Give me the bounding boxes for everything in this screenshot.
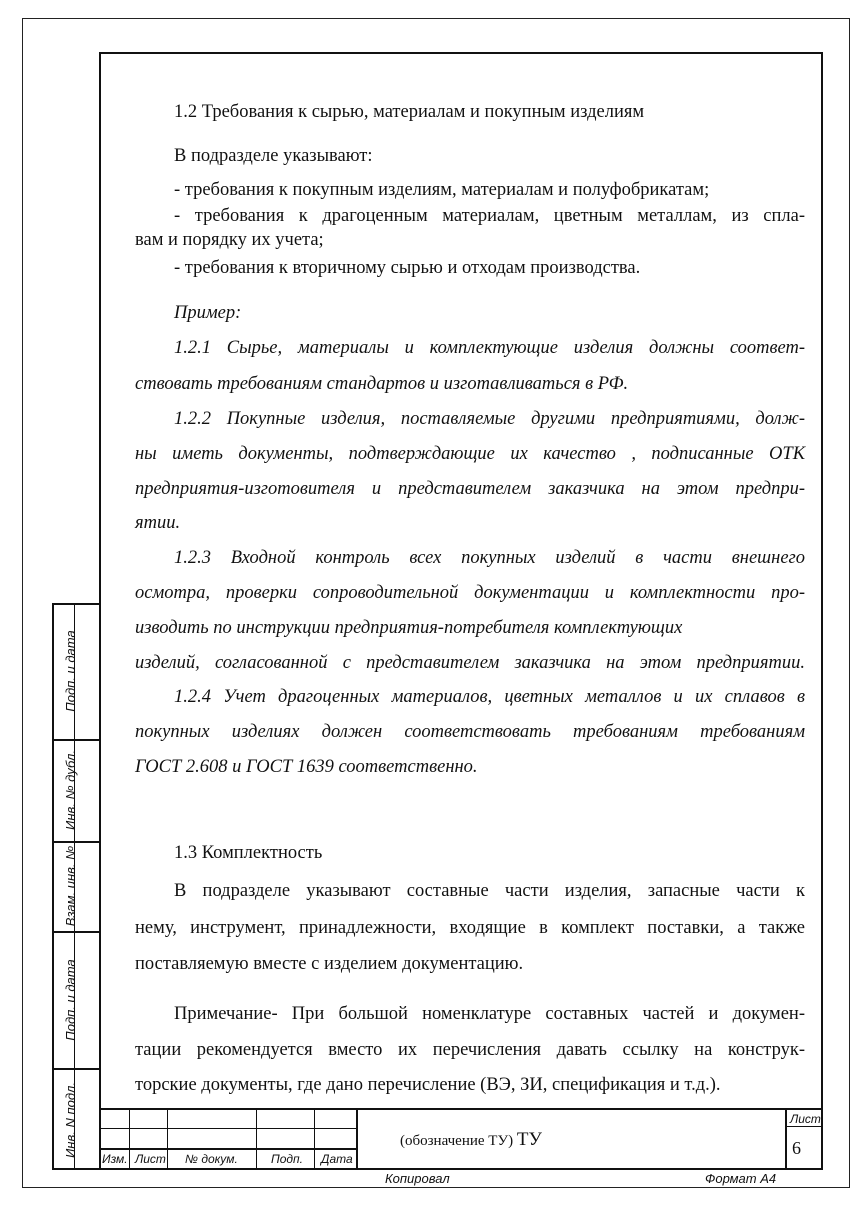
side-label-sign-date: Подп. и дата xyxy=(63,630,78,712)
example-line: изводить по инструкции предприятия-потребителя комплектующих xyxy=(135,618,683,638)
example-line: 1.2.3 Входной контроль всех покупных изделий в части внешнего xyxy=(174,548,805,568)
side-label-sign-date: Подп. и дата xyxy=(63,959,78,1041)
example-label: Пример: xyxy=(174,303,242,323)
side-stamp-strip xyxy=(52,603,99,1170)
note-line: торские документы, где дано перечисление (ВЭ, ЗИ, спецификация и т.д.). xyxy=(135,1075,721,1095)
example-line: ствовать требованиям стандартов и изготавливаться в РФ. xyxy=(135,374,629,394)
list-item: - требования к покупным изделиям, материалам и полуфобрикатам; xyxy=(174,180,710,200)
col-label-doc-number: № докум. xyxy=(185,1152,238,1166)
side-label-original-inventory: Инв. N подл. xyxy=(63,1082,78,1158)
section-heading-1-3: 1.3 Комплектность xyxy=(174,843,323,863)
title-block-col-line xyxy=(785,1108,787,1170)
example-line: покупных изделиях должен соответствовать требованиям требованиям xyxy=(135,722,805,742)
designation-small: (обозначение ТУ) xyxy=(400,1133,514,1149)
title-block-col-line xyxy=(129,1108,130,1170)
title-block-row-line xyxy=(99,1128,357,1129)
title-block-col-line xyxy=(256,1108,257,1170)
col-label-signature: Подп. xyxy=(271,1152,303,1166)
footer-copied: Копировал xyxy=(385,1171,450,1186)
title-block-top-line xyxy=(99,1108,823,1110)
document-designation xyxy=(400,1129,542,1151)
sheet-label: Лист xyxy=(790,1112,821,1126)
section-intro: В подразделе указывают: xyxy=(174,146,373,166)
side-label-dup-inventory: Инв. № дубл. xyxy=(63,750,78,830)
example-line: 1.2.1 Сырье, материалы и комплектующие изделия должны соответ- xyxy=(174,338,805,358)
sheet-cell-line xyxy=(786,1126,823,1127)
side-label-replacement-inventory: Взам. инв. № xyxy=(63,845,78,927)
footer-format: Формат А4 xyxy=(705,1171,777,1186)
example-line: 1.2.4 Учет драгоценных материалов, цветных металлов и их сплавов в xyxy=(174,687,805,707)
col-label-sheet: Лист xyxy=(135,1152,166,1166)
sheet-number: 6 xyxy=(792,1138,801,1158)
body-line: нему, инструмент, принадлежности, входящие в комплект поставки, а также xyxy=(135,918,805,938)
body-line: поставляемую вместе с изделием документацию. xyxy=(135,954,524,974)
example-line: ятии. xyxy=(135,513,181,533)
example-line: изделий, согласованной с представителем заказчика на этом предприятии. xyxy=(135,653,805,673)
designation-big: ТУ xyxy=(516,1129,542,1150)
example-line: 1.2.2 Покупные изделия, поставляемые другими предприятиями, долж- xyxy=(174,409,805,429)
col-label-change: Изм. xyxy=(102,1152,128,1166)
section-heading-1-2: 1.2 Требования к сырью, материалам и покупным изделиям xyxy=(174,102,645,122)
title-block-col-line xyxy=(167,1108,168,1170)
body-line: В подразделе указывают составные части изделия, запасные части к xyxy=(174,881,805,901)
example-line: ГОСТ 2.608 и ГОСТ 1639 соответственно. xyxy=(135,757,478,777)
note-line: Примечание- При большой номенклатуре составных частей и докумен- xyxy=(174,1004,805,1024)
list-item: вам и порядку их учета; xyxy=(135,230,324,250)
title-block-row-line xyxy=(99,1148,357,1150)
title-block-col-line xyxy=(314,1108,315,1170)
list-item: - требования к драгоценным материалам, цветным металлам, из спла- xyxy=(174,206,805,226)
list-item: - требования к вторичному сырью и отходам производства. xyxy=(174,258,641,278)
example-line: осмотра, проверки сопроводительной документации и комплектности про- xyxy=(135,583,805,603)
col-label-date: Дата xyxy=(321,1152,353,1166)
title-block-col-line xyxy=(356,1108,358,1170)
note-line: тации рекомендуется вместо их перечисления давать ссылку на конструк- xyxy=(135,1040,805,1060)
example-line: предприятия-изготовителя и представителем заказчика на этом предпри- xyxy=(135,479,805,499)
example-line: ны иметь документы, подтверждающие их качество , подписанные ОТК xyxy=(135,444,805,464)
